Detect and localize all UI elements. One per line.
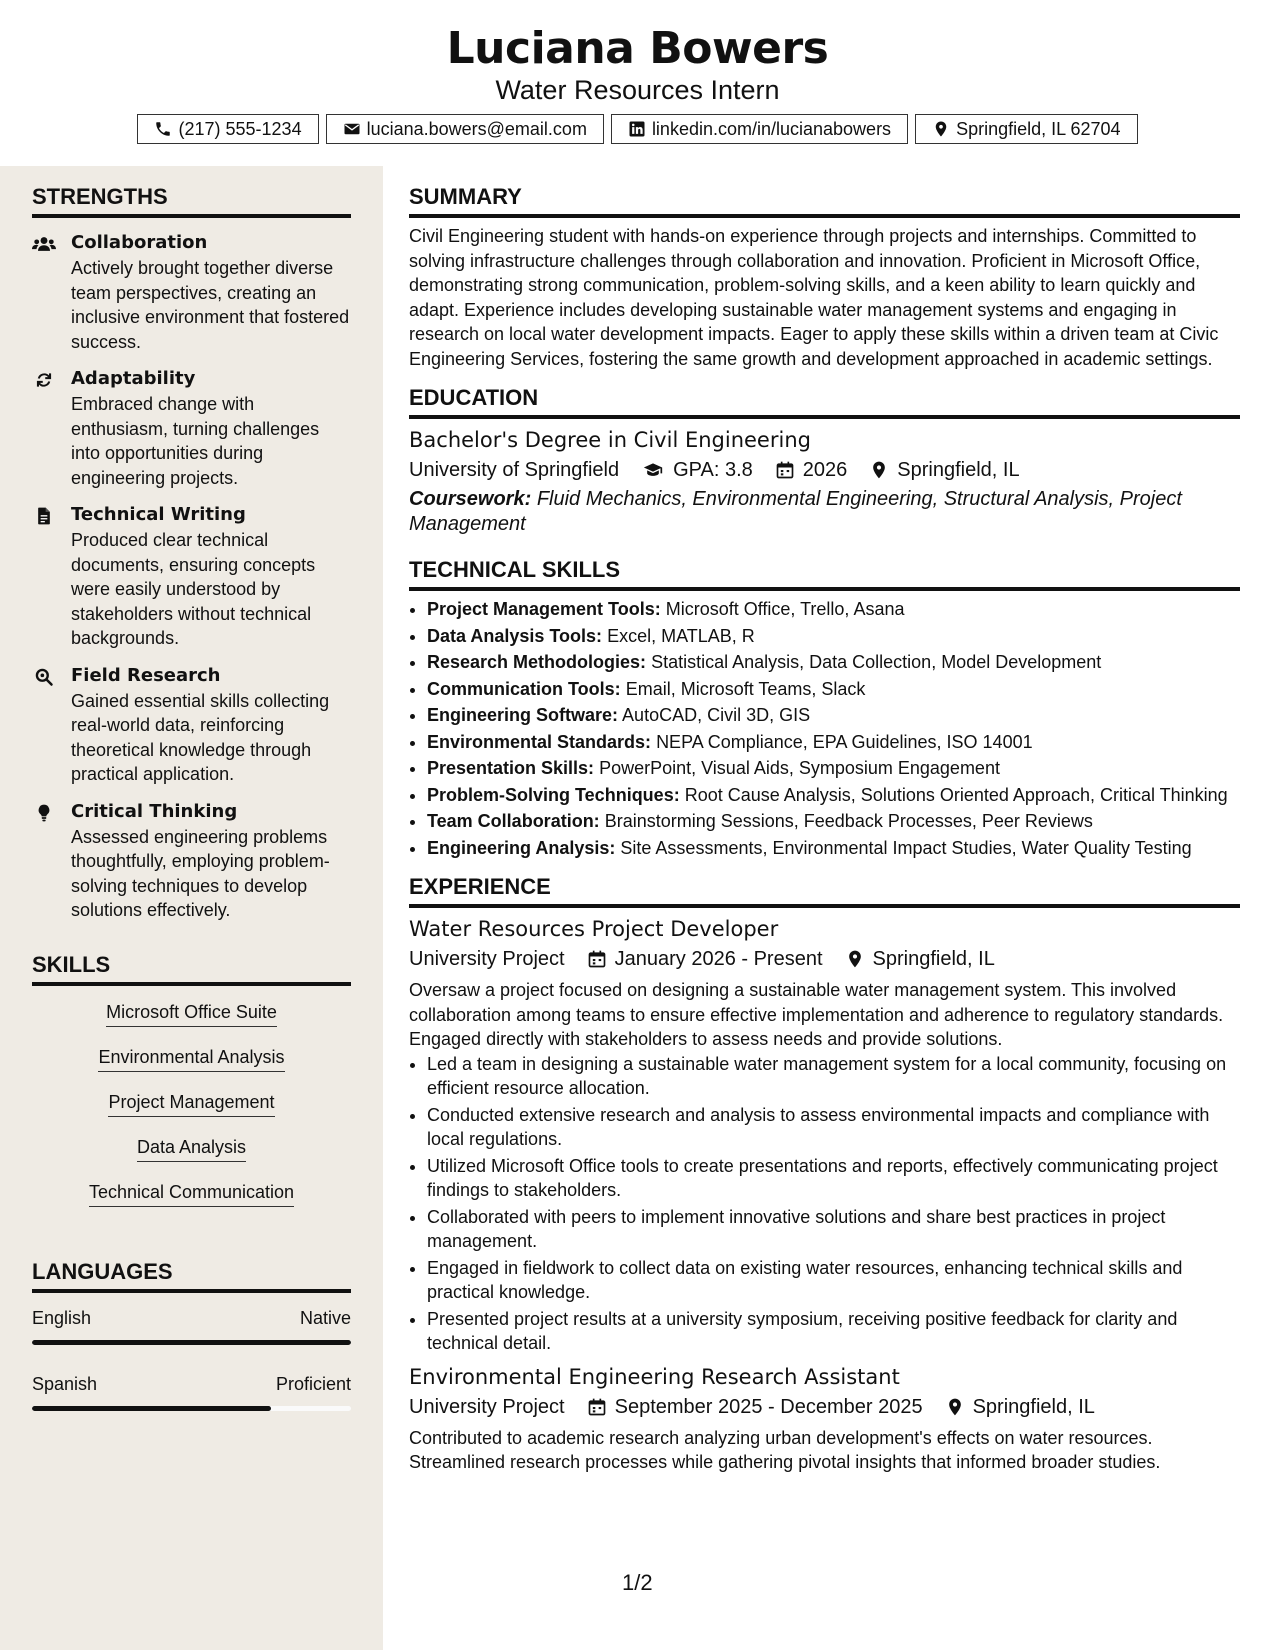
language-proficiency-fill [32,1406,271,1411]
strengths-section [32,182,351,923]
map-pin-icon [845,949,865,969]
tech-skill-label: Presentation Skills: [427,758,595,778]
contact-location [915,114,1137,144]
strength-item [32,663,351,787]
strength-item [32,366,351,490]
contact-email[interactable] [326,114,604,144]
envelope-icon [343,120,361,138]
tech-skill-item [427,836,1240,861]
tech-skill-value: Brainstorming Sessions, Feedback Processes, Peer Reviews [604,811,1093,831]
calendar-icon [775,460,795,480]
calendar-icon [587,1397,607,1417]
language-proficiency-bar [32,1406,351,1411]
job-summary: Oversaw a project focused on designing a sustainable water management system. This involved collaboration among teams to ensure effective implementation and adherence to regulatory standards. Engaged directly with stakeholders to assess needs and provide solutions. [409,980,1224,1049]
school-location: Springfield, IL [897,459,1020,481]
job-bullet: • Conducted extensive research and analysis to assess environmental impacts and compliance with local regulations. [427,1103,1240,1152]
skill-label: Project Management [108,1088,274,1117]
tech-skill-value: Statistical Analysis, Data Collection, Model Development [651,652,1102,672]
tech-skill-item [427,809,1240,834]
strength-title: Critical Thinking [71,800,238,822]
education-section [409,383,1240,537]
contact-location-text: Springfield, IL 62704 [956,118,1121,139]
tech-skill-item [427,677,1240,702]
job-title: Environmental Engineering Research Assistant [409,1364,900,1389]
language-level: Native [299,1308,351,1328]
job-meta [409,1392,1240,1422]
coursework [409,487,1240,537]
language-item [32,1371,351,1411]
lightbulb-icon [32,803,56,823]
language-proficiency-bar [32,1340,351,1345]
job-summary: Contributed to academic research analyzing urban development's effects on water resources. Streamlined research processes while gathering pivotal insights that informed broader studies. [409,1427,1161,1472]
tech-skill-value: PowerPoint, Visual Aids, Symposium Engagement [599,758,1000,778]
tech-skill-label: Team Collaboration: [427,811,600,831]
tech-skill-label: Environmental Standards: [427,731,652,752]
tech-skill-label: Problem-Solving Techniques: [427,784,680,805]
tech-skill-item [427,624,1240,649]
tech-skill-value: Email, Microsoft Teams, Slack [625,678,866,699]
tech-skill-value: Site Assessments, Environmental Impact Studies, Water Quality Testing [620,837,1192,858]
tech-skill-item [427,597,1240,622]
strength-desc: Embraced change with enthusiasm, turning challenges into opportunities during engineering projects. [71,394,320,488]
skill-item [32,1178,351,1223]
education-meta [409,455,1240,485]
coursework-label: Coursework: [409,488,532,510]
job-title: Water Resources Project Developer [409,917,779,941]
strength-item [32,799,351,923]
summary-heading: SUMMARY [409,182,1240,218]
map-pin-icon [945,1397,965,1417]
linkedin-icon [628,120,646,138]
job-meta [409,944,1240,974]
tech-skill-item [427,756,1240,781]
contact-linkedin[interactable] [611,114,908,144]
coursework-list: Fluid Mechanics, Environmental Engineering, Structural Analysis, Project Management [409,488,1182,535]
calendar-icon [587,949,607,969]
experience-section [409,872,1240,1475]
candidate-title: Water Resources Intern [495,75,780,105]
skills-section [32,950,351,1223]
tech-skill-label: Communication Tools: [427,678,621,699]
job-bullet: • Presented project results at a university symposium, receiving positive feedback for clarity and technical detail. [427,1307,1240,1356]
skills-heading: SKILLS [32,950,351,986]
map-pin-icon [932,120,950,138]
strength-title: Collaboration [71,232,208,253]
graduation-cap-icon [641,460,665,480]
tech-skill-label: Research Methodologies: [427,652,647,672]
language-name: Spanish [32,1374,98,1394]
job-dates: January 2026 - Present [614,948,823,970]
job-location: Springfield, IL [872,948,995,970]
language-proficiency-fill [32,1340,351,1345]
search-icon [32,667,56,687]
strength-item [32,502,351,651]
tech-skill-item [427,650,1240,675]
language-item [32,1305,351,1345]
tech-skill-item [427,730,1240,755]
skill-item [32,1133,351,1178]
main-content [409,166,1240,1475]
language-name: English [32,1308,92,1328]
job-bullets [409,1052,1240,1356]
strength-title: Technical Writing [71,504,246,525]
tech-skill-label: Engineering Analysis: [427,837,616,858]
document-icon [32,506,56,526]
skill-label: Microsoft Office Suite [106,998,277,1027]
tech-skill-item [427,783,1240,808]
skill-label: Environmental Analysis [98,1043,284,1072]
tech-skill-value: Microsoft Office, Trello, Asana [665,599,905,619]
job-org: University Project [409,948,565,970]
contact-phone-text: (217) 555-1234 [178,118,302,139]
tech-skill-label: Data Analysis Tools: [427,625,603,646]
job-bullet: • Led a team in designing a sustainable water management system for a local community, focusing on efficient resource allocation. [427,1052,1240,1101]
job-bullet: • Collaborated with peers to implement innovative solutions and share best practices in project management. [427,1205,1240,1254]
languages-section [32,1257,351,1411]
tech-skill-item [427,703,1240,728]
sync-icon [32,370,56,390]
school-name: University of Springfield [409,459,620,481]
job-entry [409,1362,1240,1475]
graduation-year: 2026 [802,459,848,481]
strength-desc: Gained essential skills collecting real-world data, reinforcing theoretical knowledge through practical application. [71,690,330,784]
contact-linkedin-text: linkedin.com/in/lucianabowers [651,118,892,139]
strength-desc: Assessed engineering problems thoughtfully, employing problem-solving techniques to develop solutions effectively. [71,826,330,920]
job-location: Springfield, IL [972,1395,1095,1418]
degree-title: Bachelor's Degree in Civil Engineering [409,428,811,452]
skill-item [32,1088,351,1133]
tech-skill-label: Engineering Software: [427,705,619,725]
summary-text: Civil Engineering student with hands-on experience through projects and internships. Committed to solving infrastructure challenges through collaboration and innovation. Proficient in Microsoft Office, demonstrating strong communication, problem-solving skills, and a keen ability to learn quickly and adapt. Experience includes developing sustainable water management systems and engaging in research on local water development impacts. Eager to apply these skills within a driven team at Civic Engineering Services, fostering the same growth and development approached in academic settings. [409,226,1219,369]
strength-desc: Actively brought together diverse team perspectives, creating an inclusive environment that fostered success. [71,258,350,352]
job-bullet: • Utilized Microsoft Office tools to create presentations and reports, effectively communicating project findings to stakeholders. [427,1154,1240,1203]
users-icon [32,234,56,254]
skill-item [32,1043,351,1088]
skill-label: Technical Communication [89,1178,294,1207]
contact-phone[interactable] [137,114,318,144]
job-bullet: • Engaged in fieldwork to collect data on existing water resources, enhancing technical skills and practical knowledge. [427,1256,1240,1305]
language-level: Proficient [275,1374,351,1394]
tech-skill-label: Project Management Tools: [427,599,661,619]
strength-title: Adaptability [71,368,196,389]
strength-title: Field Research [71,664,221,686]
summary-section [409,182,1240,371]
sidebar [0,166,383,1650]
technical-skills-list [409,597,1240,860]
technical-skills-section [409,555,1240,860]
candidate-name: Luciana Bowers [446,23,829,74]
gpa: GPA: 3.8 [673,459,753,481]
tech-skill-value: Excel, MATLAB, R [607,625,755,646]
experience-heading: EXPERIENCE [409,872,1240,908]
page-number: 1/2 [622,1570,653,1595]
map-pin-icon [869,460,889,480]
skill-label: Data Analysis [137,1133,246,1162]
education-heading: EDUCATION [409,383,1240,419]
contact-bar [0,114,1275,144]
job-org: University Project [409,1395,565,1418]
technical-skills-heading: TECHNICAL SKILLS [409,555,1240,591]
job-dates: September 2025 - December 2025 [614,1395,923,1418]
resume-header [0,0,1275,166]
tech-skill-value: NEPA Compliance, EPA Guidelines, ISO 14001 [656,731,1033,752]
job-entry [409,914,1240,1356]
phone-icon [154,120,172,138]
languages-heading: LANGUAGES [32,1257,351,1293]
strength-desc: Produced clear technical documents, ensuring concepts were easily understood by stakeholders without technical backgrounds. [71,530,316,648]
tech-skill-value: AutoCAD, Civil 3D, GIS [622,705,811,725]
contact-email-text: luciana.bowers@email.com [366,118,587,139]
strengths-heading: STRENGTHS [32,182,351,218]
tech-skill-value: Root Cause Analysis, Solutions Oriented Approach, Critical Thinking [684,784,1228,805]
strength-item [32,230,351,354]
skill-item [32,998,351,1043]
